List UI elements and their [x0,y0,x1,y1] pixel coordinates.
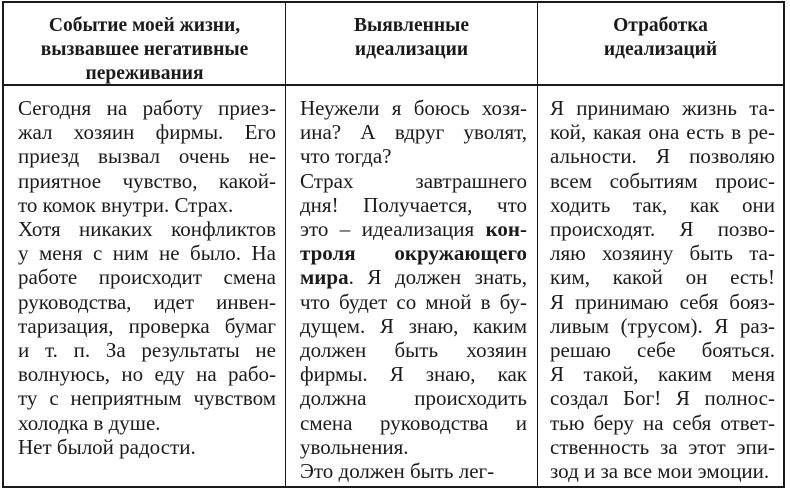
text-line: приезд вызвал очень не- [18,144,276,169]
header-working-through-line: идеализаций [603,39,718,60]
cell-event [4,86,286,486]
text-line: решаю себе бояться. [550,338,775,363]
bold-fragment: троля окружающего [300,241,527,266]
text-line: Неужели я боюсь хозя- [300,96,527,120]
header-idealizations-line: Выявленные [353,15,469,36]
text-line: зод и за все мои эмоции. [550,459,770,484]
text-line: должна происходить [300,386,527,411]
text-line: волнуюсь, но еду на рабо- [18,362,276,387]
text-line: дущем. Я знаю, каким [300,313,527,338]
text-line: жал хозяин фирмы. Его [18,120,276,145]
header-event-line: вызвавшее негативные [40,39,249,60]
text-line: фирмы. Я знаю, как [300,362,527,387]
text-line: смена руководства и [300,410,527,435]
text-line: ственность за этот эпи- [550,434,775,459]
text-line: работе происходит смена [18,265,276,290]
text-line: должен быть хозяин [300,338,527,363]
bold-fragment: мира [300,265,349,290]
text-line: руководства, идет инвен- [18,289,276,314]
text-line: ходить так, как они [550,192,775,217]
text-line: и т. п. За результаты не [18,338,276,363]
text-line: альности. Я позволяю [550,144,775,169]
text-line: дня! Получается, что [300,192,527,217]
text-line: что будет со мной в бу- [300,289,527,314]
text-line-mixed [300,265,527,289]
cell-working-through [538,86,783,486]
text-line: Я такой, каким меня [550,362,775,387]
idealization-table [2,1,785,488]
text-line: ина? А вдруг уволят, [300,120,527,145]
text-line: ту с неприятным чувством [18,386,276,411]
text-line: холодка в душе. [18,410,161,435]
text-line: у меня с ним не было. На [18,241,276,266]
text-line: Я принимаю жизнь та- [550,96,775,120]
header-event-line: переживания [85,63,204,84]
text-line: происходят. Я позво- [550,217,775,242]
text-line: Сегодня на работу приез- [18,96,276,120]
text-fragment: это – идеализация [300,217,486,242]
text-line: увольнения. [300,434,409,459]
header-event-line: Событие моей жизни, [48,15,241,36]
header-working-through [538,3,783,86]
text-line: Страх завтрашнего [300,168,527,193]
text-fragment: . Я должен знать, [348,265,527,290]
text-line: ливым (трусом). Я раз- [550,313,775,338]
text-line: Хотя никаких конфликтов [18,217,276,242]
bold-fragment: кон- [485,217,527,242]
header-idealizations [286,3,538,86]
text-line-mixed [300,217,527,241]
text-line: что тогда? [300,144,392,169]
text-line-bold [300,241,527,265]
text-line: ким, какой он есть! [550,265,775,290]
cell-idealizations [286,86,538,486]
text-line: приятное чувство, какой- [18,168,276,193]
text-line: ляю хозяину быть та- [550,241,775,266]
text-line: тью беру на себя ответ- [550,410,775,435]
text-line: всем событиям проис- [550,168,775,193]
text-line: Это должен быть лег- [300,459,495,484]
text-line: то комок внутри. Страх. [18,192,234,217]
header-idealizations-line: идеализации [354,39,469,60]
text-line: Нет былой радости. [18,434,196,459]
text-line: таризация, проверка бумаг [18,313,276,338]
text-line: кой, какая она есть в ре- [550,120,775,145]
text-line: создал Бог! Я полнос- [550,386,775,411]
header-event [4,3,286,86]
header-working-through-line: Отработка [613,15,708,36]
text-line: Я принимаю себя бояз- [550,289,775,314]
